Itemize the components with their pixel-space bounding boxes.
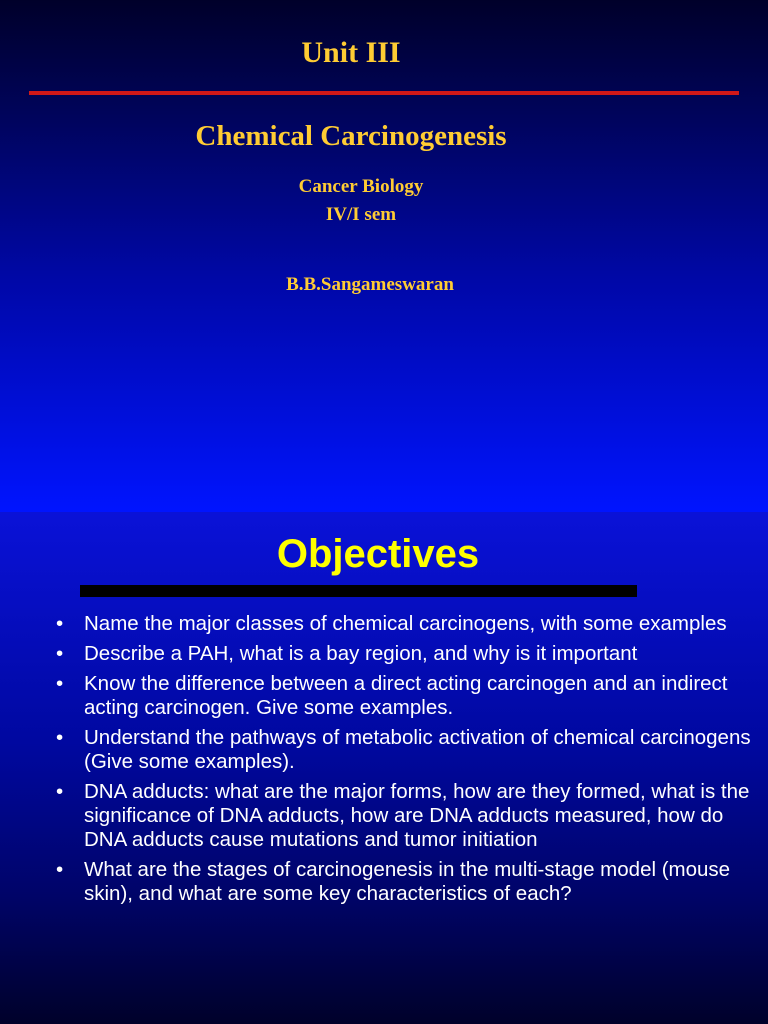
red-divider	[29, 91, 739, 95]
black-divider	[80, 585, 637, 597]
list-item-text: DNA adducts: what are the major forms, how are they formed, what is the significance of DNA adducts, how are DNA adducts measured, how do DNA adducts cause mutations and tumor initiation	[84, 780, 750, 851]
list-item	[56, 672, 756, 720]
list-item	[56, 612, 756, 636]
bullet-icon: •	[56, 672, 64, 695]
list-item-text: Name the major classes of chemical carcinogens, with some examples	[84, 612, 727, 635]
objectives-list	[56, 612, 756, 912]
objectives-heading: Objectives	[276, 532, 480, 576]
slide-title: Chemical Carcinogenesis	[195, 120, 507, 152]
bullet-icon: •	[56, 726, 64, 749]
bullet-icon: •	[56, 612, 64, 635]
list-item-text: Describe a PAH, what is a bay region, and why is it important	[84, 642, 638, 665]
list-item-text: Understand the pathways of metabolic activation of chemical carcinogens (Give some examples).	[84, 726, 751, 773]
list-item	[56, 642, 756, 666]
list-item-text: Know the difference between a direct acting carcinogen and an indirect acting carcinogen. Give some examples.	[84, 672, 728, 719]
unit-heading: Unit III	[301, 36, 401, 69]
bullet-icon: •	[56, 780, 64, 803]
list-item-text: What are the stages of carcinogenesis in the multi-stage model (mouse skin), and what are some key characteristics of each?	[84, 858, 731, 905]
list-item	[56, 726, 756, 774]
bullet-icon: •	[56, 642, 64, 665]
semester-line: IV/I sem	[325, 204, 397, 225]
list-item	[56, 780, 756, 852]
subject-line: Cancer Biology	[298, 176, 424, 197]
list-item	[56, 858, 756, 906]
bullet-icon: •	[56, 858, 64, 881]
objectives-slide	[0, 512, 768, 1024]
author-name: B.B.Sangameswaran	[286, 274, 454, 295]
